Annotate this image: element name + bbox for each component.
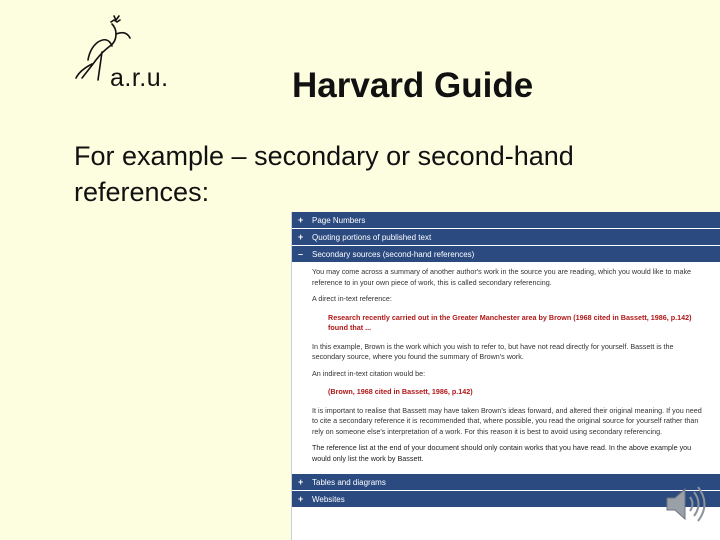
minus-icon: – bbox=[298, 248, 304, 259]
accordion-label: Tables and diagrams bbox=[312, 477, 386, 487]
accordion-page-numbers[interactable] bbox=[292, 212, 720, 229]
plus-icon: + bbox=[298, 493, 304, 504]
accordion-tables-diagrams[interactable] bbox=[292, 474, 720, 491]
aru-logo bbox=[72, 12, 192, 92]
paragraph: You may come across a summary of another author's work in the source you are reading, which you would like to make reference to in your own piece of work, this is called secondary referencing. bbox=[312, 267, 692, 287]
plus-icon: + bbox=[298, 476, 304, 487]
accordion-label: Websites bbox=[312, 494, 345, 504]
example-citation: (Brown, 1968 cited in Bassett, 1986, p.142) bbox=[328, 387, 473, 396]
secondary-sources-content bbox=[292, 263, 720, 474]
harvard-guide-screenshot bbox=[291, 212, 720, 540]
subtitle: For example – secondary or second-hand references: bbox=[74, 141, 574, 207]
accordion-quoting-portions[interactable] bbox=[292, 229, 720, 246]
accordion-label: Quoting portions of published text bbox=[312, 232, 432, 242]
plus-icon: + bbox=[298, 214, 304, 225]
paragraph: An indirect in-text citation would be: bbox=[312, 368, 426, 378]
paragraph: The reference list at the end of your document should only contain works that you have read. In the above example you would only list the work by Bassett. bbox=[312, 443, 692, 463]
paragraph: In this example, Brown is the work which you wish to refer to, but have not read directly for yourself. Bassett is the secondary source, where you found the summary of Brown's work. bbox=[312, 341, 674, 361]
logo-text: a.r.u. bbox=[110, 64, 169, 92]
accordion-websites[interactable] bbox=[292, 491, 720, 508]
accordion-label: Secondary sources (second-hand references) bbox=[312, 249, 475, 259]
plus-icon: + bbox=[298, 231, 304, 242]
accordion-secondary-sources[interactable] bbox=[292, 246, 720, 263]
paragraph: A direct in-text reference: bbox=[312, 294, 392, 303]
accordion-label: Page Numbers bbox=[312, 215, 366, 225]
paragraph: It is important to realise that Bassett may have taken Brown's ideas forward, and altered their original meaning. If you need to cite a secondary reference it is recommended that, where possible, you read the original source for yourself rather than rely on someone else's interpretation of a work. For this reason it is best to avoid using secondary referencing. bbox=[312, 405, 702, 436]
speaker-icon[interactable] bbox=[663, 482, 709, 526]
example-citation: Research recently carried out in the Greater Manchester area by Brown (1968 cited in Bassett, 1986, p.142) found that ... bbox=[328, 312, 692, 332]
page-title: Harvard Guide bbox=[292, 66, 534, 105]
